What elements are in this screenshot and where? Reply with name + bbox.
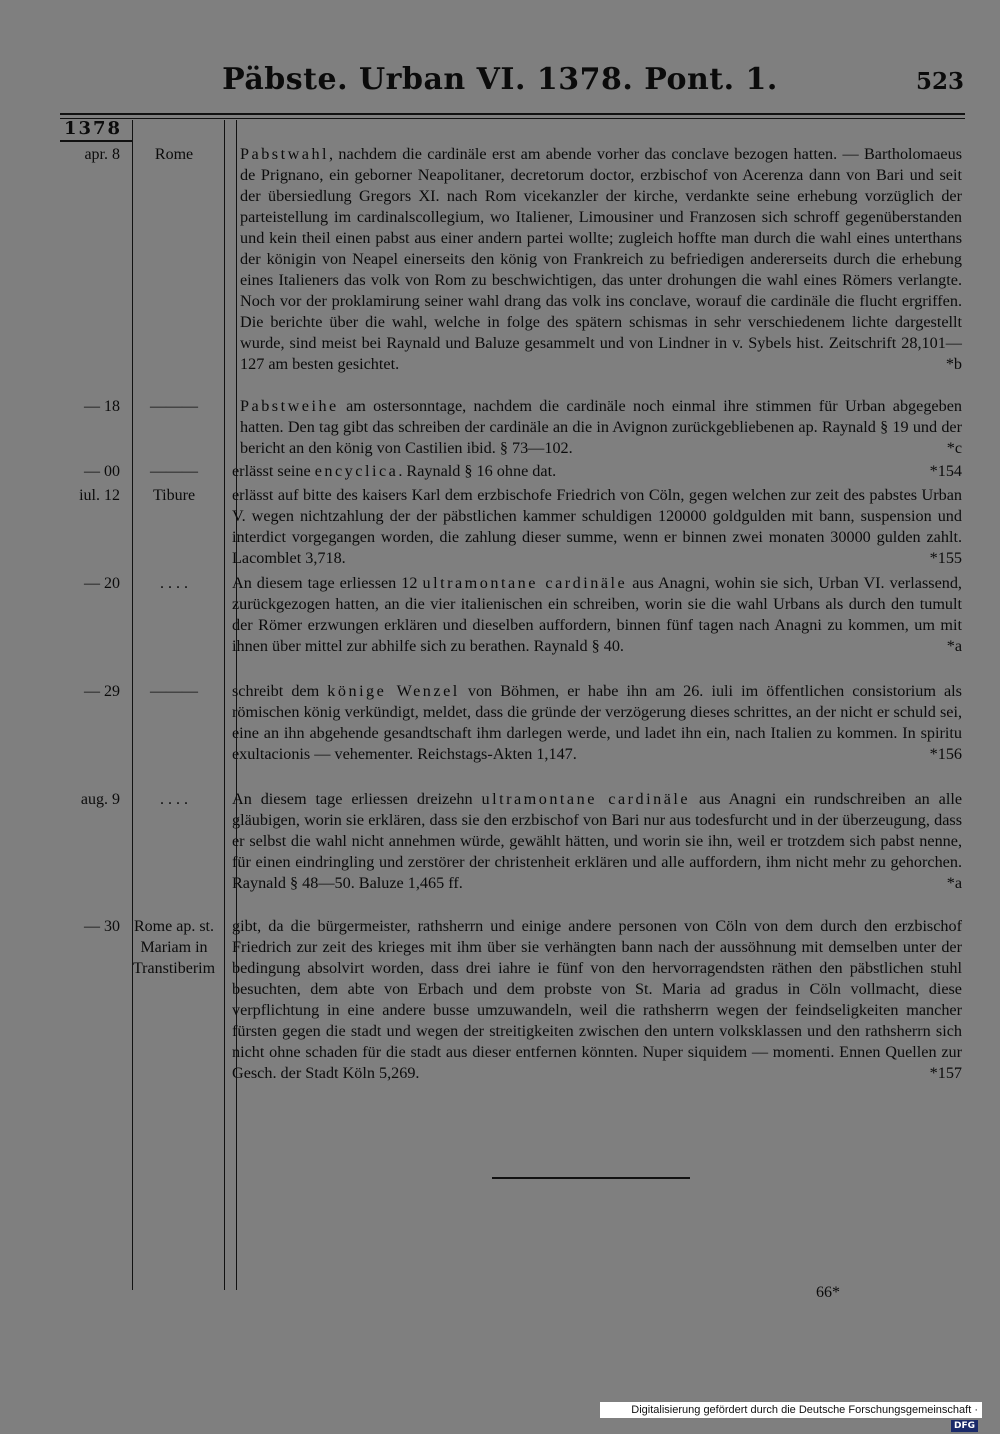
entry-place: ——— bbox=[150, 398, 198, 415]
entry-keyword: Pabstweihe bbox=[240, 397, 339, 415]
entry-lead: An diesem tage erliessen 12 bbox=[232, 574, 423, 592]
entry-text bbox=[240, 144, 962, 375]
page-title: Päbste. Urban VI. 1378. Pont. 1. bbox=[222, 62, 778, 97]
entry-reference: *156 bbox=[929, 745, 962, 763]
entry-body: erlässt auf bitte des kaisers Karl dem erzbischofe Friedrich von Cöln, gegen welchen zur zeit des pabstes Urban V. wegen nichtzahlung der der päbstlichen kammer schuldigen 120000 goldgulden mit bann, suspension und interdict vorgegangen worden, die zahlung dieser summe, wenn er binnen zwei monaten 30000 gulden zahlt. Lacomblet 3,718. bbox=[232, 486, 962, 567]
entry-keyword: ultramontane cardinäle bbox=[422, 574, 628, 592]
entry-text bbox=[232, 485, 962, 569]
entry-keyword: Pabstwahl bbox=[240, 145, 330, 163]
footer-text: Digitalisierung gefördert durch die Deutsche Forschungsgemeinschaft bbox=[631, 1404, 972, 1416]
entry-body: , nachdem die cardinäle erst am abende vorher das conclave bezogen hatten. — Bartholomaeus de Prignano, ein geborner Neapolitaner, decretorum doctor, erzbischof von Acerenza dann von Bari und seit der übersiedlung Gregors XI. nach Rom vicekanzler der kirche, verdankte seine erhebung vorzüglich der parteistellung im cardinalscollegium, wo Italiener, Limousiner und Franzosen sich schroff gegenüberstanden und kein theil einen pabst aus einer andern partei wollte; zugleich hoffte man durch die wahl eines unterthans der königin von Neapel einerseits den könig von Frankreich zu befriedigen andererseits durch die erhebung eines Italieners das volk von Rom zu beschwichtigen, das unter drohungen die wahl eines Römers verlangte. Noch vor der proklamirung seiner wahl drang das volk ins conclave, worauf die cardinäle die flucht ergriffen. Die berichte über die wahl, welche in folge des spätern schismas in sehr verschiedenem lichte dargestellt wurde, sind meist bei Raynald und Baluze gesammelt und von Lindner in v. Sybels hist. Zeitschrift 28,101—127 am besten gesichtet. bbox=[240, 145, 962, 373]
entry-body: aus Anagni, wohin sie sich, Urban VI. verlassend, zurückgezogen hatten, an die vier italienischen ein schreiben, worin sie die wahl Urbans als durch den tumult der Römer erzwungen erklären und dieselben auffordern, binnen fünf tagen nach Anagni zu kommen, um mit ihnen über mittel zur abhilfe sich zu berathen. Raynald § 40. bbox=[232, 574, 962, 655]
column-divider-place bbox=[224, 120, 225, 1290]
page-number: 523 bbox=[915, 68, 964, 95]
entry-text bbox=[232, 789, 962, 894]
entry-date: — 30 bbox=[84, 918, 120, 935]
entry-reference: *c bbox=[946, 439, 962, 457]
entry-text bbox=[240, 396, 962, 459]
entry-place: . . . . bbox=[160, 575, 188, 592]
dfg-logo-icon: DFG bbox=[951, 1420, 978, 1432]
entry-keyword: encyclica bbox=[314, 462, 399, 480]
entry-body: am ostersonntage, nachdem die cardinäle noch einmal ihre stimmen für Urban abgegeben hatten. Den tag gibt das schreiben der cardinäle an die in Avignon zurückgebliebenen ap. Raynald § 19 und der bericht an den könig von Castilien ibid. § 73—102. bbox=[240, 397, 962, 457]
entry-date: — 29 bbox=[84, 683, 120, 700]
entry-date: — 20 bbox=[84, 575, 120, 592]
entry-reference: *155 bbox=[929, 549, 962, 567]
entry-lead: An diesem tage erliessen dreizehn bbox=[232, 790, 482, 808]
entry-body: aus Anagni ein rundschreiben an alle gläubigen, worin sie erklären, dass sie den erzbischof von Bari nur aus todesfurcht und in der überzeugung, dass er selbst die wahl nicht annehmen würde, gewählt hätten, und worin sie ihn, weil er trotzdem sich pabst nenne, für einen eindringling und zerstörer der christenheit erklären und alle auffordern, ihm nicht mehr zu gehorchen. Raynald § 48—50. Baluze 1,465 ff. bbox=[232, 790, 962, 892]
year-rule bbox=[60, 140, 132, 142]
entry-place: ——— bbox=[150, 463, 198, 480]
header-rule bbox=[60, 113, 965, 119]
entry-place: . . . . bbox=[160, 791, 188, 808]
closing-rule bbox=[492, 1177, 690, 1179]
entry-reference: *a bbox=[946, 874, 962, 892]
signature-mark: 66* bbox=[816, 1284, 840, 1301]
entry-body: von Böhmen, er habe ihn am 26. iuli im öffentlichen consistorium als römischen könig verkündigt, meldet, dass die gründe der verzögerung dieses schrittes, an der nicht er schuld sei, eine an ihn abgehende gesandtschaft ihm darlegen werde, und ladet ihn ein, nach Italien zu kommen. In spiritu exultacionis — vehementer. Reichstags-Akten 1,147. bbox=[232, 682, 962, 763]
entry-text bbox=[232, 681, 962, 765]
entry-text bbox=[232, 573, 962, 657]
entry-date: iul. 12 bbox=[79, 487, 120, 504]
entry-date: — 18 bbox=[84, 398, 120, 415]
entry-place: ——— bbox=[150, 683, 198, 700]
entry-keyword: könige Wenzel bbox=[327, 682, 460, 700]
entry-place: Rome bbox=[154, 146, 194, 163]
entry-date: — 00 bbox=[84, 463, 120, 480]
entry-keyword: ultramontane cardinäle bbox=[481, 790, 691, 808]
column-divider-date bbox=[132, 120, 133, 1290]
entry-reference: *a bbox=[946, 637, 962, 655]
entry-text bbox=[232, 461, 962, 482]
entry-lead: erlässt seine bbox=[232, 462, 315, 480]
entry-body: gibt, da die bürgermeister, rathsherrn und einige andere personen von Cöln von dem durch den erzbischof Friedrich zur zeit des krieges mit ihm über sie verhängten bann nach der aussöhnung mit demselben unter der bedingung absolvirt worden, dass drei iahre ie fünf von den hervorragendsten räthen den päbstlichen stuhl besuchten, dem abte von Erbach und dem probste von St. Maria ad gradus in Cöln vollmacht, diese verpflichtung in eine andere busse umzuwandeln, weil die rathsherrn wegen der feindseligkeiten mancher fürsten gegen die stadt und wegen der streitigkeiten zwischen den untern volksklassen und den rathsherrn sich nicht ohne schaden für die stadt aus dieser entfernen könnten. Nuper siquidem — momenti. Ennen Quellen zur Gesch. der Stadt Köln 5,269. bbox=[232, 917, 962, 1082]
entry-reference: *157 bbox=[929, 1064, 962, 1082]
entry-reference: *154 bbox=[929, 462, 962, 480]
entry-place: Rome ap. st. Mariam in Transtiberim bbox=[132, 918, 216, 977]
entry-text bbox=[232, 916, 962, 1084]
entry-reference: *b bbox=[945, 355, 962, 373]
year-heading: 1378 bbox=[63, 118, 123, 139]
entry-lead: schreibt dem bbox=[232, 682, 328, 700]
digitization-footer: Digitalisierung gefördert durch die Deutsche Forschungsgemeinschaft · DFG bbox=[600, 1402, 982, 1418]
entry-date: apr. 8 bbox=[84, 146, 120, 163]
entry-date: aug. 9 bbox=[80, 791, 120, 808]
entry-place: Tibure bbox=[152, 487, 196, 504]
entry-body: . Raynald § 16 ohne dat. bbox=[398, 462, 557, 480]
